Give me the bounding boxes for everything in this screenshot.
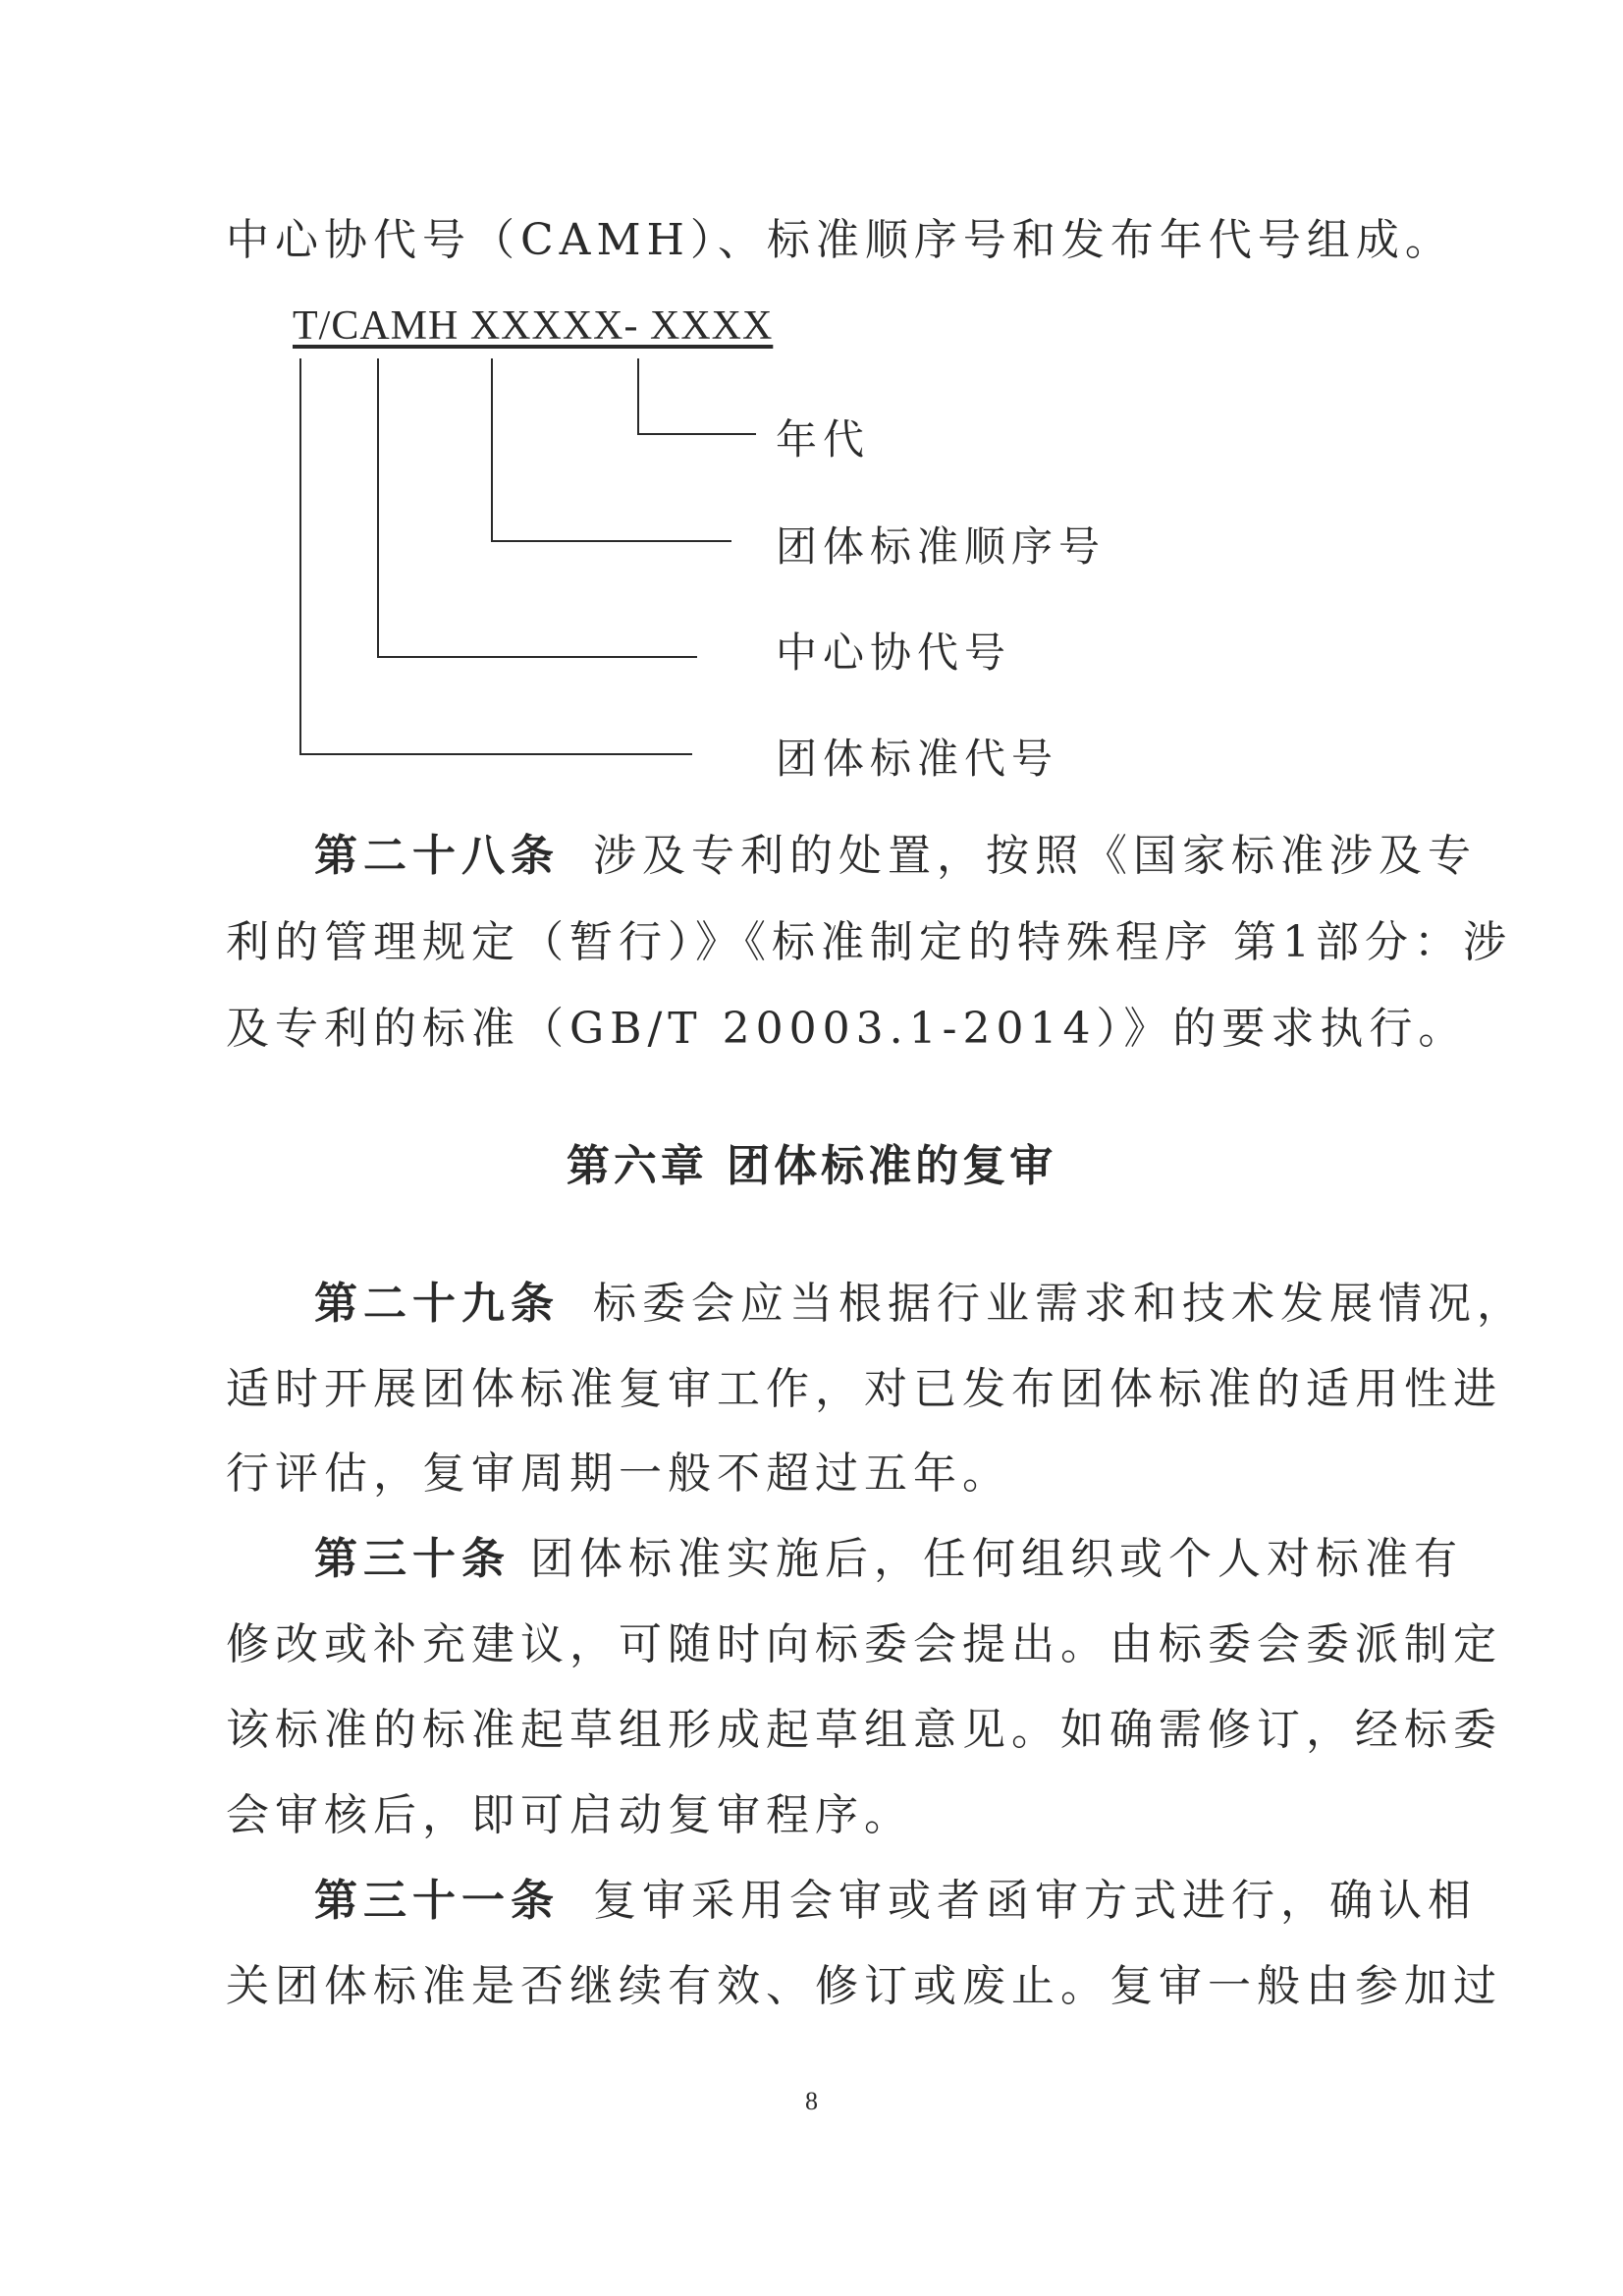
article-31-heading: 第三十一条 [314,1876,560,1926]
article-30-line-2: 修改或补充建议，可随时向标委会提出。由标委会委派制定 [226,1619,1502,1669]
connector-year [638,358,756,434]
standard-code-format: T/CAMH XXXXX- XXXX [293,303,774,349]
article-28-line-2: 利的管理规定（暂行）》《标准制定的特殊程序 第1部分：涉 [226,917,1512,967]
article-28-line-3: 及专利的标准（GB/T 20003.1-2014）》的要求执行。 [226,1004,1468,1054]
page-number: 8 [805,2087,818,2115]
connector-standard-code [300,358,692,754]
label-center-code: 中心协代号 [776,629,1012,677]
article-28-line-1 [314,827,1477,886]
article-29-text: 标委会应当根据行业需求和技术发展情况， [593,1279,1526,1329]
connector-center-code [378,358,697,657]
connector-sequence [492,358,731,541]
article-31-text: 复审采用会审或者函审方式进行，确认相 [593,1876,1477,1926]
article-28-text: 涉及专利的处置，按照《国家标准涉及专 [593,831,1477,881]
intro-line: 中心协代号（CAMH）、标准顺序号和发布年代号组成。 [226,215,1454,265]
article-29-line-1 [314,1275,1526,1334]
article-29-line-2: 适时开展团体标准复审工作，对已发布团体标准的适用性进 [226,1364,1502,1414]
article-31-line-2: 关团体标准是否继续有效、修订或废止。复审一般由参加过 [226,1961,1502,2011]
article-30-heading: 第三十条 [314,1534,511,1584]
label-standard-code: 团体标准代号 [776,735,1059,783]
label-sequence-number: 团体标准顺序号 [776,522,1107,571]
article-30-line-1 [314,1530,1463,1589]
article-31-line-1 [314,1872,1477,1931]
article-30-line-4: 会审核后，即可启动复审程序。 [226,1790,913,1840]
article-29-heading: 第二十九条 [314,1279,560,1329]
chapter-title: 第六章 团体标准的复审 [566,1141,1057,1191]
article-28-heading: 第二十八条 [314,831,560,881]
article-30-line-3: 该标准的标准起草组形成起草组意见。如确需修订，经标委 [226,1705,1502,1755]
label-year: 年代 [776,415,871,464]
article-29-line-3: 行评估，复审周期一般不超过五年。 [226,1449,1011,1499]
article-30-text: 团体标准实施后，任何组织或个人对标准有 [530,1534,1463,1584]
